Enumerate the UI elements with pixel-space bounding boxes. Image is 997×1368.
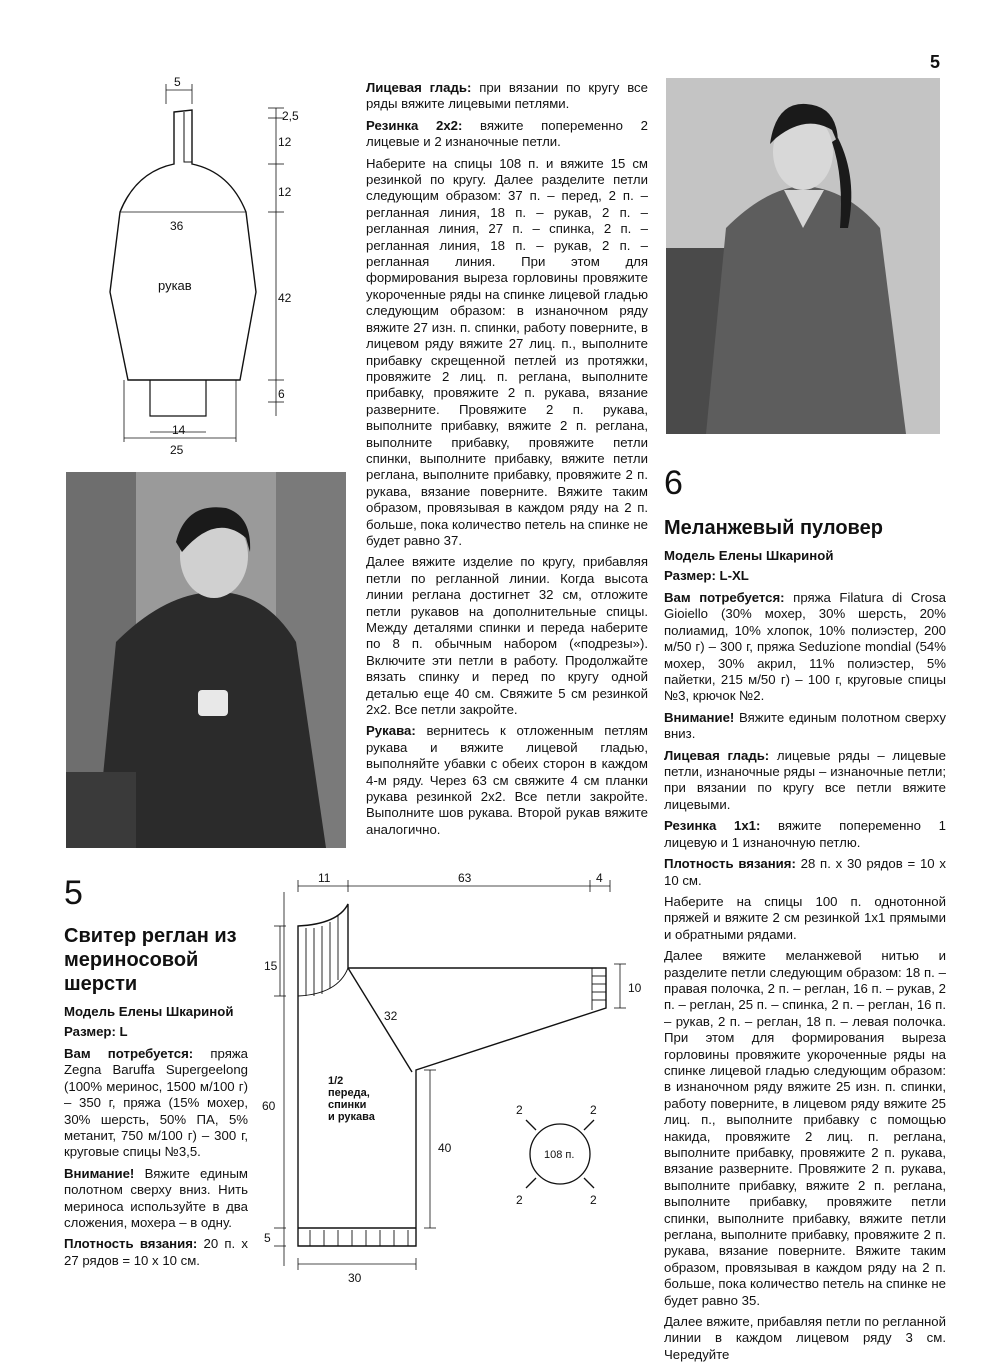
sec5-dens-text: 20 п. х 27 рядов = 10 х 10 см. [64,1236,249,1268]
instruction-para-2: Далее вяжите изделие по кругу, прибавляя петли по регланной линии. Когда высота линии реглана достигнет 32 см, отложите петли рукавов на дополнительные спицы. Между деталями спинки и переда наберите по 8 п. обычным набором («подрезы»). Включите эти петли в работу. Продолжайте вязать спинку и перед по кругу одной деталью еще 40 см. Свяжите 5 см резинкой 2x2. Все петли закройте. [366,554,648,718]
circle-label: 108 п. [544,1149,575,1161]
dim-top-h: 2,5 [282,109,299,123]
dim-lower: 40 [438,1141,452,1155]
section-6-title: Меланжевый пуловер [664,517,883,539]
sec5-need-text: пряжа Zegna Baruffa Supergeelong (100% меринос, 1500 м/100 г) – 350 г, пряжа (15% мохер, 30% шерсть, 50% ПА, 5% метанит, 750 м/100 г) – 300 г, круговые спицы №3,5. [64,1046,248,1160]
sec6-dens-label: Плотность вязания: [664,856,796,872]
dim-height: 60 [262,1099,276,1113]
instructions-col-mid [366,80,648,843]
sec5-warn-label: Внимание! [64,1165,135,1181]
sec6-face-text: лицевые ряды – лицевые петли, изнаночные ряды – изнаночные петли; при вязании по кругу все петли вяжите лицевыми. [664,747,946,812]
diagram-label-1: 1/2 [328,1075,344,1087]
circle-mark-br: 2 [590,1193,597,1207]
model-photo-pullover [666,78,940,434]
sec6-para-3: Далее вяжите, прибавляя петли по регланной линии в каждом лицевом ряду 3 см. Чередуйте [664,1314,946,1362]
sleeve-outline [110,110,256,380]
section-6-size: Размер: L-XL [664,568,749,583]
dim-body-h: 42 [278,291,292,305]
sec5-need-label: Вам потребуется: [64,1046,194,1061]
sec5-dens-label: Плотность вязания: [64,1236,198,1252]
dim-cuff-h: 6 [278,387,285,401]
raglan-outline [298,904,606,1246]
sec6-rib-text: вяжите попеременно 1 лицевую и 1 изнаночную петлю. [664,818,946,850]
dim-top-left: 11 [318,871,331,885]
circle-mark-bl: 2 [516,1193,523,1207]
section-5 [64,876,248,1274]
circle-mark-tr: 2 [590,1103,597,1117]
dim-diag: 32 [384,1009,398,1023]
face-label: Лицевая гладь: [366,80,472,95]
dim-bottom: 30 [348,1271,362,1285]
page-number: 5 [930,52,941,72]
dim-bottom-w: 25 [170,443,184,457]
sec6-face-label: Лицевая гладь: [664,747,770,763]
rib-label: Резинка 2x2: [366,117,463,133]
dim-rib: 5 [264,1231,271,1245]
dim-width: 36 [170,219,184,233]
sec6-para-1: Наберите на спицы 100 п. однотонной пряжей и вяжите 2 см резинкой 1x1 прямыми и обратными рядами. [664,893,946,942]
section-6-number: 6 [664,464,683,502]
instruction-para-1: Наберите на спицы 108 п. и вяжите 15 см резинкой по кругу. Далее разделите петли следующим образом: 37 п. – перед, 2 п. – регланная линия, 18 п. – рукав, 2 п. – регланная линия, 27 п. – спинка, 2 п. – регланная линия, 18 п. – рукав, 2 п. – регланная линия. При этом для формирования выреза горловины провяжите укороченные ряды на спинке лицевой гладью следующим образом: в изнаночном ряду вяжите 27 изн. п. спинки, работу поверните, в лицевом ряду вяжите 27 лиц. п., выполните прибавку скрещенной петлей из протяжки, провяжите 2 лиц. п. реглана, выполните прибавку, провяжите 2 п. рукава, вязание разверните. Провяжите 2 п. рукава, выполните прибавку, вяжите 2 п. реглана, выполните прибавку, провяжите петли спинки, выполните прибавку, вяжите петли реглана, выполните прибавку, провяжите 2 п. рукава, вязание поверните. Вяжите таким образом, провязывая в каждом ряду на 2 п. больше, пока количество петель на спинке не будет равно 37. [366,155,648,548]
sec6-warn-label: Внимание! [664,709,735,725]
sec6-para-2: Далее вяжите меланжевой нитью и разделите петли следующим образом: 18 п. – правая полочка, 2 п. – реглан, 16 п. – рукав, 2 п. – реглан, 25 п. – спинка, 2 п. – реглан, 16 п. – рукав, 2 п. – реглан, 18 п. – левая полочка. При этом для формирования выреза горловины провяжите укороченные ряды на спинке лицевой гладью следующим образом: в изнаночном ряду вяжите 25 изн. п. спинки, работу поверните, в лицевом ряду вяжите 25 лиц. п., выполните прибавку с помощью накида, провяжите 2 лиц. п. реглана, выполните прибавку, провяжите 2 п. рукава, вязание разверните. Провяжите 2 п. рукава, выполните прибавку, вяжите 2 п. реглана, выполните прибавку, провяжите петли спинки, выполните прибавку, вяжите петли реглана, выполните прибавку, провяжите 2 п. рукава, вязание поверните. Вяжите таким образом, провязывая в каждом ряду на 2 п. больше, пока количество петель на спинке не будет равно 35. [664,948,946,1308]
section-5-number: 5 [64,874,83,912]
dim-top-mid: 63 [458,871,472,885]
dim-top-right: 4 [596,871,603,885]
face-text: при вязании по кругу все ряды вяжите лицевыми петлями. [366,80,648,112]
dim-right-10: 10 [628,981,642,995]
diagram-label-4: и рукава [328,1111,375,1123]
circle-mark-tl: 2 [516,1103,523,1117]
section-5-model: Модель Елены Шкариной [64,1004,234,1019]
model-photo-sweater [66,472,346,848]
sec6-warn-text: Вяжите единым полотном сверху вниз. [664,709,946,742]
sec6-need-text: пряжа Filatura di Crosa Gioiello (30% мохер, 30% шерсть, 20% полиамид, 10% хлопок, 10% полиэстер, 200 м/50 г) – 300 г, пряжа Seduzione mondial (54% мохер, 30% акрил, 11% полиэстер, 5% пайетки, 215 м/50 г) – 100 г, круговые спицы №3, крючок №2. [664,590,946,704]
dim-top-w: 5 [174,75,181,89]
section-5-title: Свитер реглан из мериносовой шерсти [64,925,237,995]
sleeve-label: рукав [158,278,192,293]
section-5-size: Размер: L [64,1024,128,1039]
dim-cuff-w: 14 [172,423,186,437]
sec5-warn-text: Вяжите единым полотном сверху вниз. Нить мериноса используйте в два сложения, мохера – в одну. [64,1165,248,1231]
diagram-label-3: спинки [328,1099,367,1111]
sleeves-text: вернитесь к отложенным петлям рукава и вяжите лицевой гладью, выполняйте убавки с обеих сторон в каждом 4-м ряду. Через 63 см свяжите 4 см планки рукава резинкой 2x2. Все петли закройте. Выполните шов рукава. Второй рукав вяжите аналогично. [366,723,648,837]
rib-text: вяжите попеременно 2 лицевые и 2 изнаночные петли. [366,117,648,150]
dim-h1: 12 [278,135,292,149]
dim-h2: 12 [278,185,292,199]
sec6-rib-label: Резинка 1x1: [664,818,761,834]
dim-left-15: 15 [264,959,278,973]
sleeve-diagram [100,72,310,462]
section-6-model: Модель Елены Шкариной [664,548,834,563]
section-6 [664,466,946,1368]
sec6-dens-text: 28 п. х 30 рядов = 10 х 10 см. [664,856,946,888]
raglan-diagram [262,868,652,1288]
sec6-need-label: Вам потребуется: [664,590,785,605]
sleeves-label: Рукава: [366,723,416,739]
diagram-label-2: переда, [328,1087,370,1099]
